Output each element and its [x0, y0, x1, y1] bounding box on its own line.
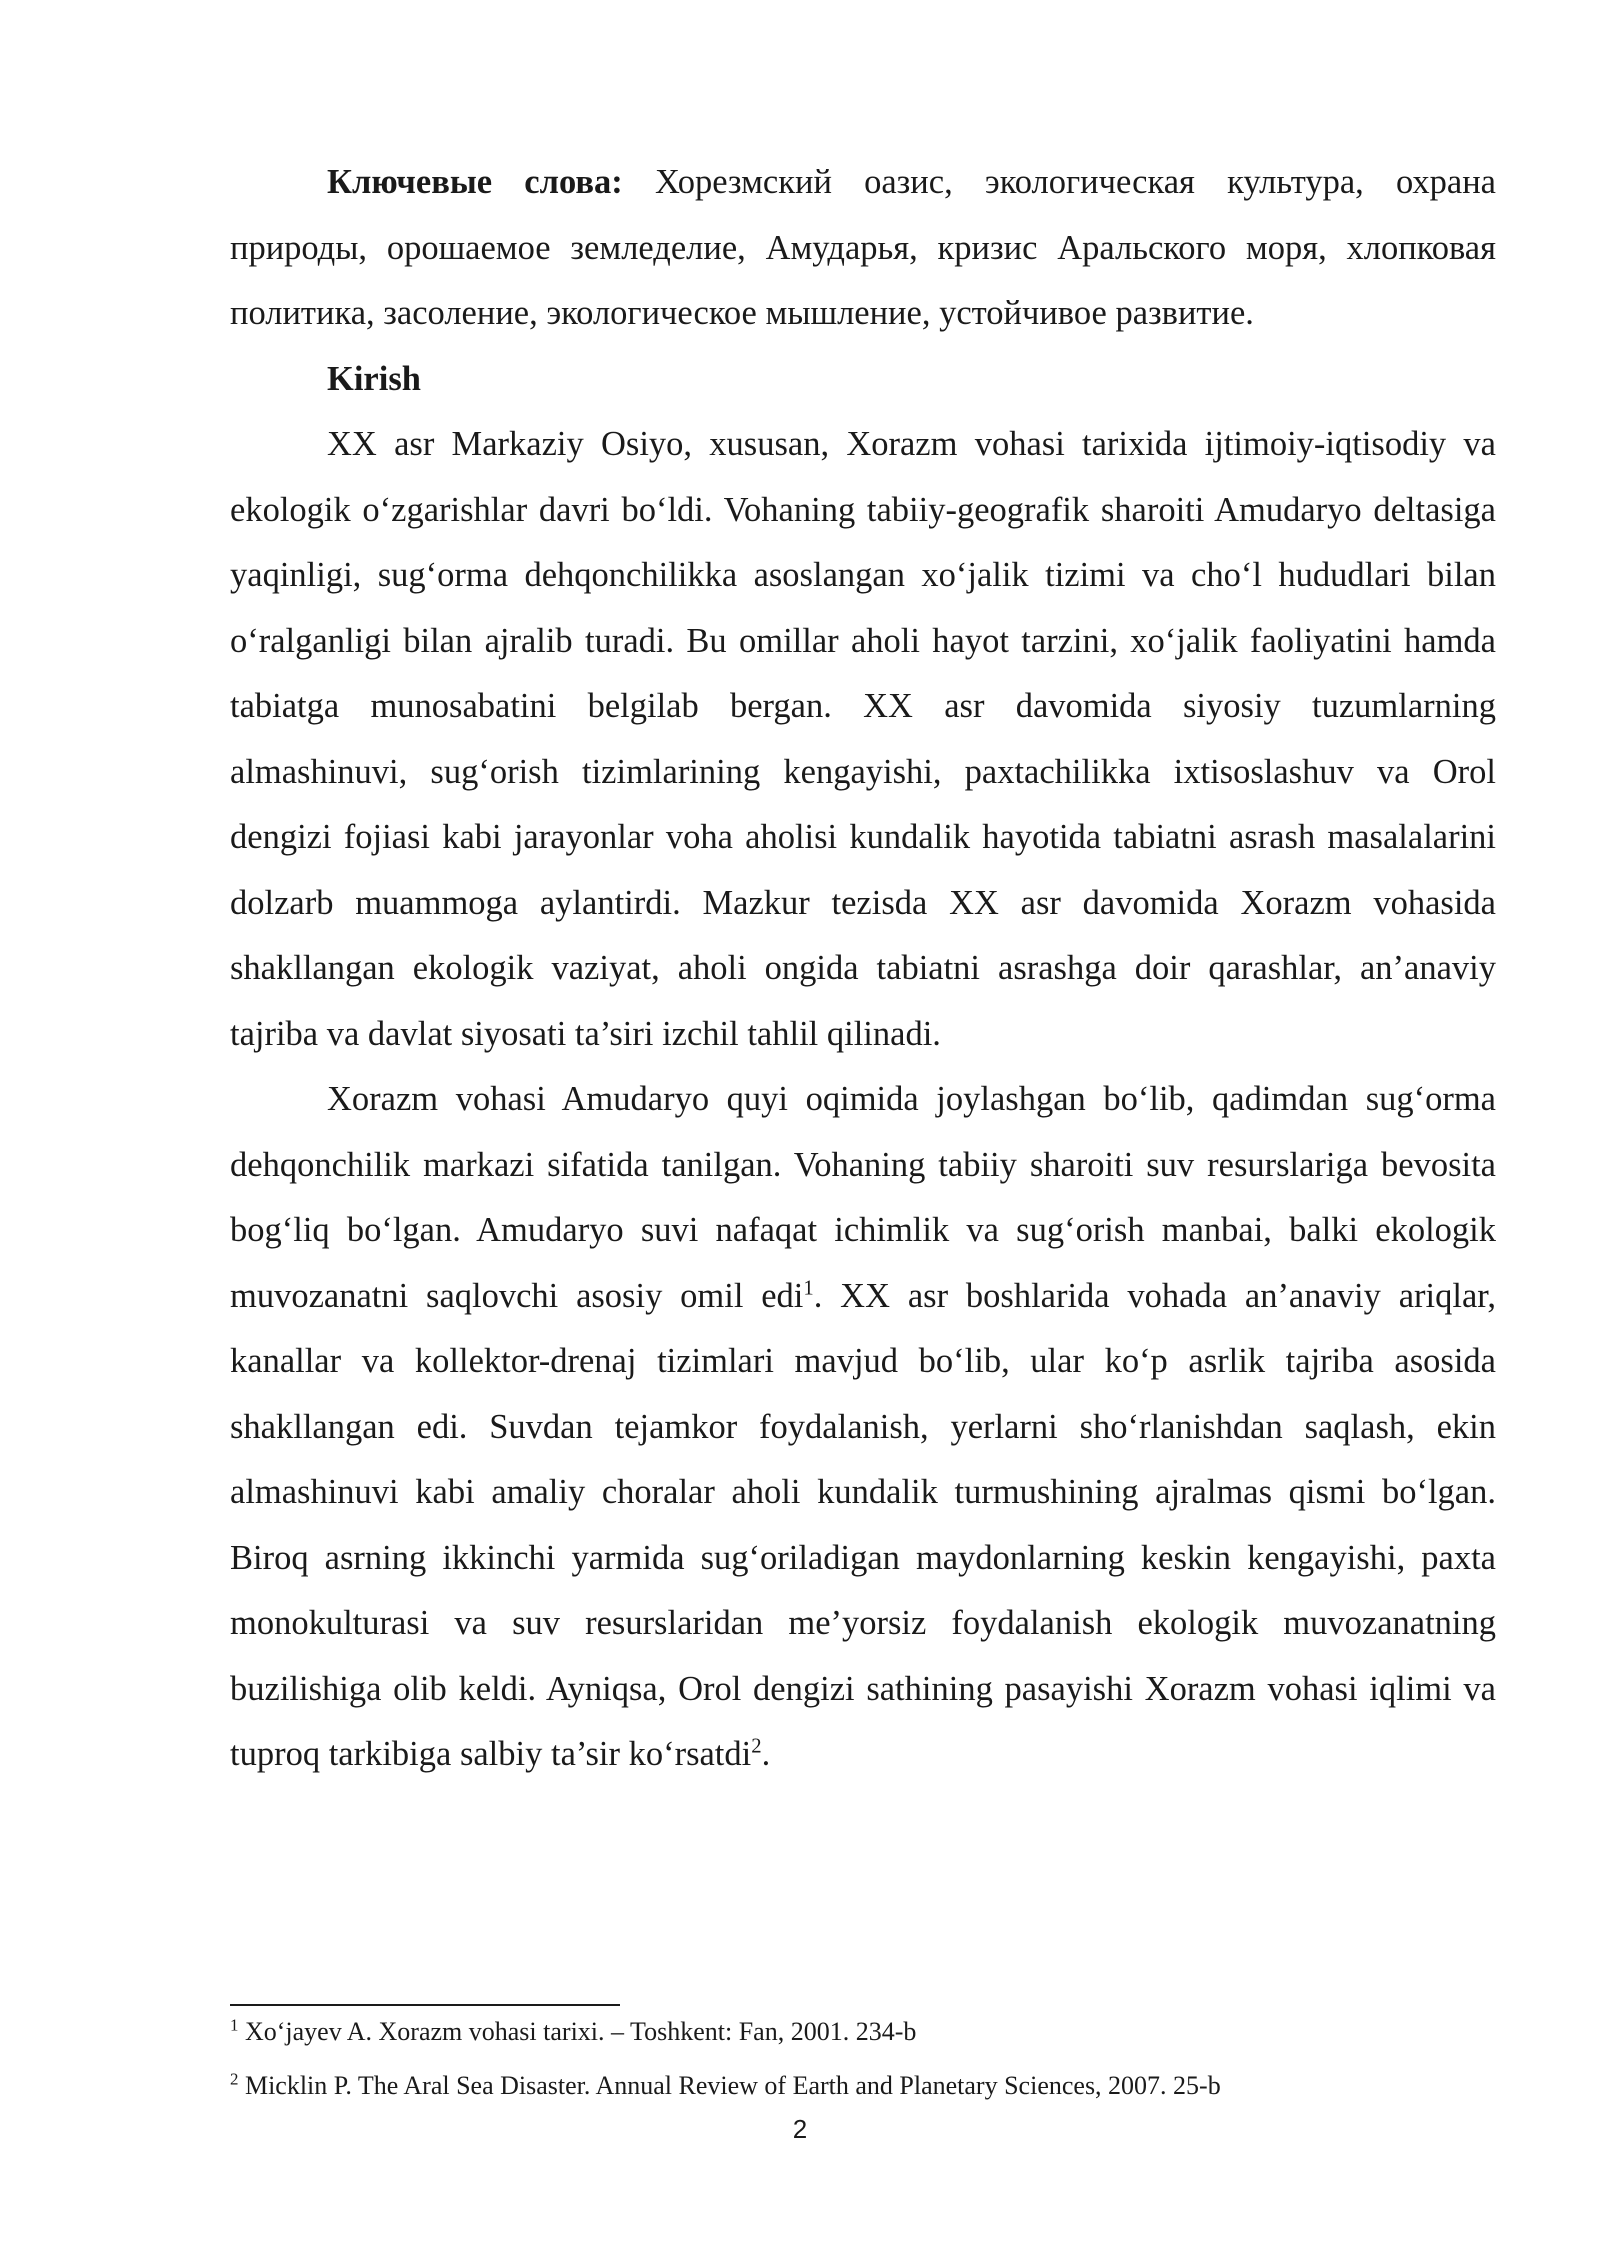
keywords-label: Ключевые слова: [327, 163, 623, 201]
footnote-item [230, 2066, 1496, 2106]
footnote-number: 2 [230, 2069, 239, 2089]
paragraph-text-part3: . [761, 1735, 771, 1773]
footnote-ref-2[interactable]: 2 [751, 1735, 762, 1758]
paragraph-text-part1: Xorazm vohasi Amudaryo quyi oqimida joylashgan bo‘lib, qadimdan sug‘orma dehqonchilik markazi sifatida tanilgan. Vohaning tabiiy sharoiti suv resurslariga bevosita bog‘liq bo‘lgan. Amudaryo suvi nafaqat ichimlik va sug‘orish manbai, balki ekologik muvozanatni saqlovchi asosiy omil edi [230, 1080, 1496, 1315]
section-heading: Kirish [327, 359, 421, 398]
paragraph-intro: XX asr Markaziy Osiyo, xususan, Xorazm vohasi tarixida ijtimoiy-iqtisodiy va ekologik o‘zgarishlar davri bo‘ldi. Vohaning tabiiy-geografik sharoiti Amudaryo deltasiga yaqinligi, sug‘orma dehqonchilikka asoslangan xo‘jalik tizimi va cho‘l hududlari bilan o‘ralganligi bilan ajralib turadi. Bu omillar aholi hayot tarzini, xo‘jalik faoliyatini hamda tabiatga munosabatini belgilab bergan. XX asr davomida siyosiy tuzumlarning almashinuvi, sug‘orish tizimlarining kengayishi, paxtachilikka ixtisoslashuv va Orol dengizi fojiasi kabi jarayonlar voha aholisi kundalik hayotida tabiatni asrash masalalarini dolzarb muammoga aylantirdi. Mazkur tezisda XX asr davomida Xorazm vohasida shakllangan ekologik vaziyat, aholi ongida tabiatni asrashga doir qarashlar, an’anaviy tajriba va davlat siyosati ta’siri izchil tahlil qilinadi. [230, 425, 1496, 1053]
footnote-separator [230, 2004, 620, 2006]
keywords-paragraph [230, 150, 1496, 347]
footnote-text: Xo‘jayev A. Xorazm vohasi tarixi. – Toshkent: Fan, 2001. 234-b [238, 2017, 917, 2046]
paragraph-main [230, 1067, 1496, 1788]
footnotes [230, 2012, 1496, 2120]
paragraph-text-part2: . XX asr boshlarida vohada an’anaviy ariqlar, kanallar va kollektor-drenaj tizimlari mavjud bo‘lib, ular ko‘p asrlik tajriba asosida shakllangan edi. Suvdan tejamkor foydalanish, yerlarni sho‘rlanishdan saqlash, ekin almashinuvi kabi amaliy choralar aholi kundalik turmushining ajralmas qismi bo‘lgan. Biroq asrning ikkinchi yarmida sug‘oriladigan maydonlarning keskin kengayishi, paxta monokulturasi va suv resurslaridan me’yorsiz foydalanish ekologik muvozanatning buzilishiga olib keldi. Ayniqsa, Orol dengizi sathining pasayishi Xorazm vohasi iqlimi va tuproq tarkibiga salbiy ta’sir ko‘rsatdi [230, 1276, 1496, 1773]
page-number: 2 [792, 2114, 808, 2144]
footnote-number: 1 [230, 2015, 239, 2035]
footnote-text: Micklin P. The Aral Sea Disaster. Annual Review of Earth and Planetary Sciences, 2007. 25-b [238, 2071, 1221, 2100]
footnote-item [230, 2012, 1496, 2052]
keywords-text: Хорезмский оазис, экологическая культура, охрана природы, орошаемое земледелие, Амударья, кризис Аральского моря, хлопковая политика, засоление, экологическое мышление, устойчивое развитие. [230, 163, 1496, 332]
document-body [230, 150, 1496, 1788]
footnote-ref-1[interactable]: 1 [803, 1277, 814, 1299]
